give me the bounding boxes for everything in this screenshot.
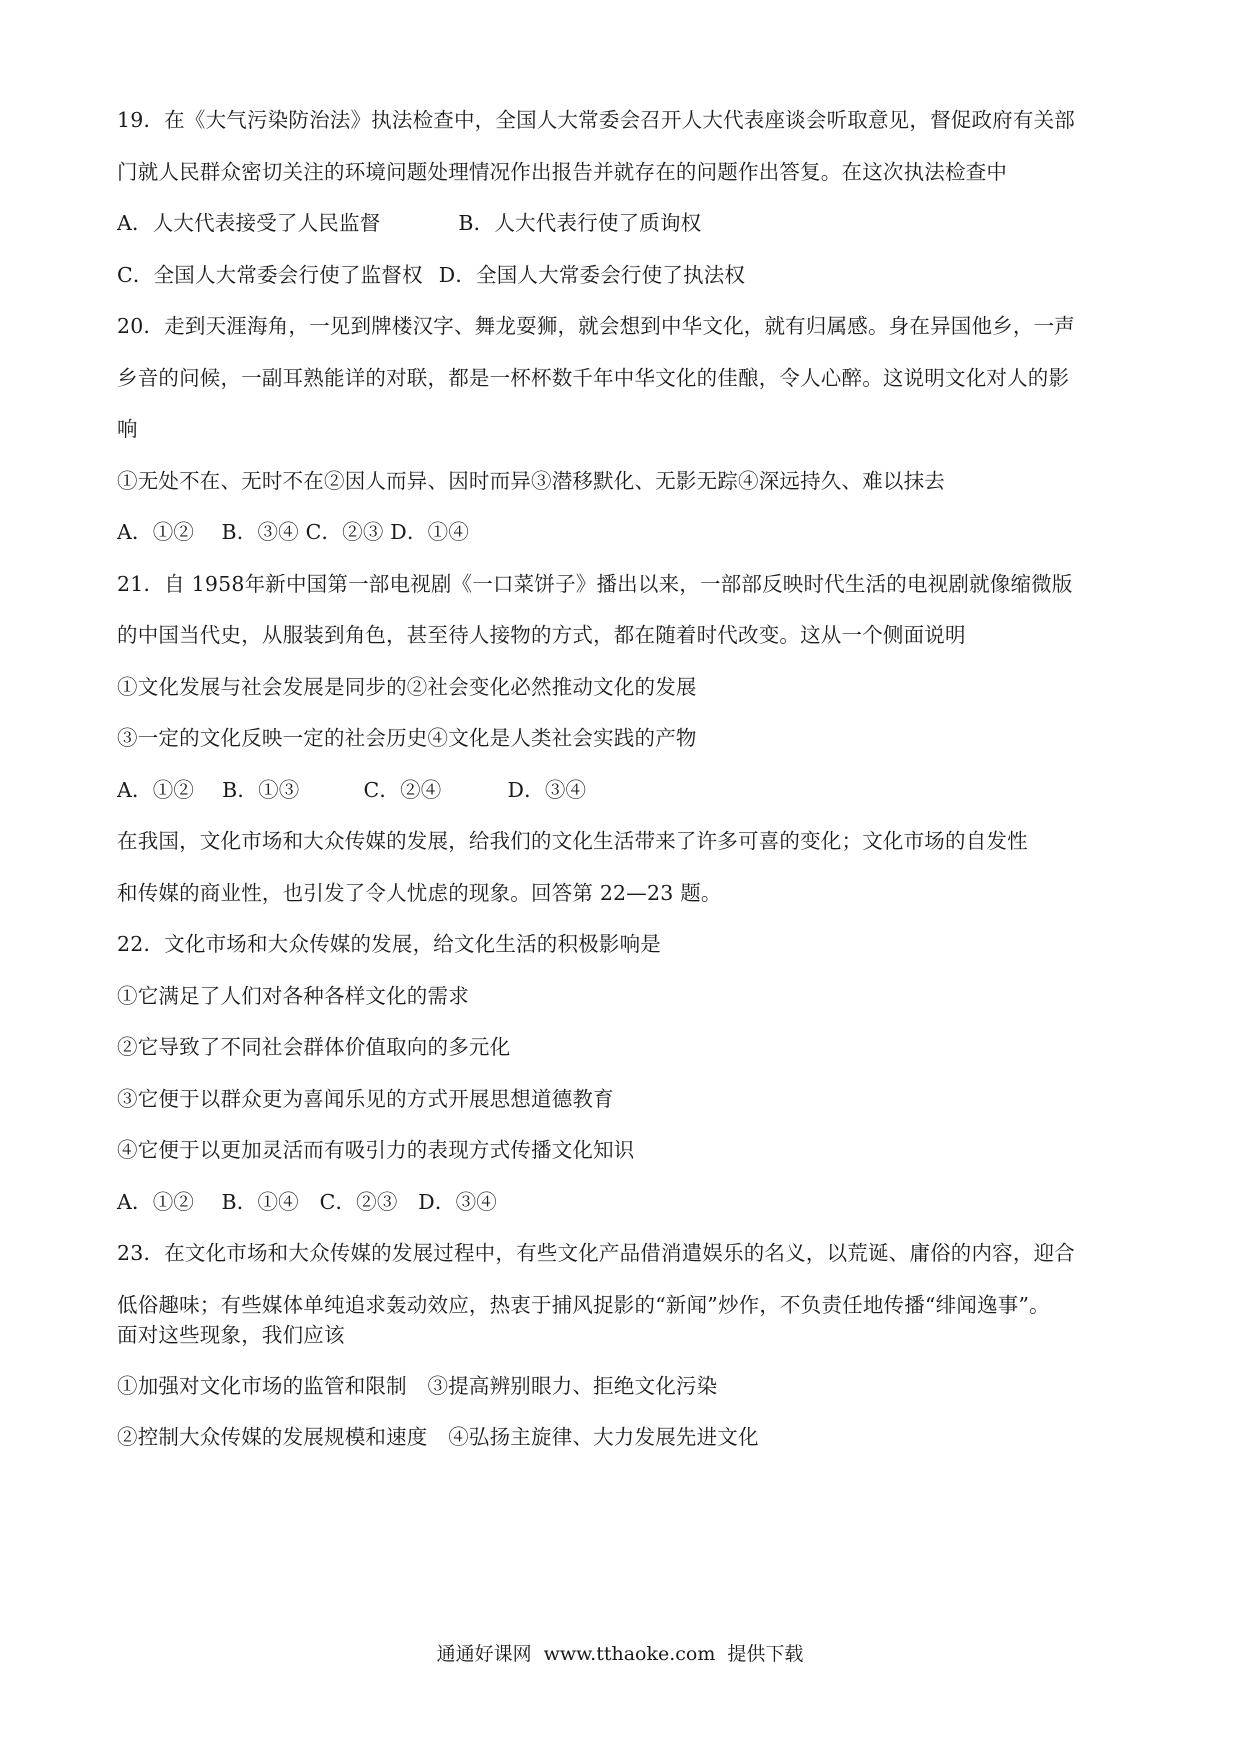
q20-stem-line-1: 20．走到天涯海角，一见到牌楼汉字、舞龙耍狮，就会想到中华文化，就有归属感。身在异国他乡，一声 xyxy=(117,314,1075,338)
footer-site-name: 通通好课网 xyxy=(436,1643,532,1665)
q22-statement-3: ③它便于以群众更为喜闻乐见的方式开展思想道德教育 xyxy=(117,1087,614,1111)
q21-options xyxy=(117,777,1130,803)
q20-stem-line-3: 响 xyxy=(117,417,138,441)
q21-statements-1-2: ①文化发展与社会发展是同步的②社会变化必然推动文化的发展 xyxy=(117,675,697,699)
q19-option-d: D．全国人大常委会行使了执法权 xyxy=(438,263,746,287)
q19-options-ab xyxy=(117,210,1130,236)
passage-line-2: 和传媒的商业性，也引发了令人忧虑的现象。回答第 22—23 题。 xyxy=(117,881,722,905)
q19-option-c: C．全国人大常委会行使了监督权 xyxy=(117,263,423,287)
q22-statement-2: ②它导致了不同社会群体价值取向的多元化 xyxy=(117,1035,511,1059)
footer-url[interactable]: www.tthaoke.com xyxy=(543,1643,716,1665)
q21-option-c: C．②④ xyxy=(363,778,442,802)
q21-stem-line-1: 21．自 1958年新中国第一部电视剧《一口菜饼子》播出以来，一部部反映时代生活的电视剧就像缩微版 xyxy=(117,572,1073,596)
q23-statements-2-4: ②控制大众传媒的发展规模和速度 ④弘扬主旋律、大力发展先进文化 xyxy=(117,1425,759,1449)
q22-statement-4: ④它便于以更加灵活而有吸引力的表现方式传播文化知识 xyxy=(117,1138,635,1162)
q21-option-b: B．①③ xyxy=(222,778,300,802)
q22-statement-1: ①它满足了人们对各种各样文化的需求 xyxy=(117,984,469,1008)
footer-note: 提供下载 xyxy=(727,1643,804,1665)
q19-option-b: B．人大代表行使了质询权 xyxy=(458,211,702,235)
q19-stem-line-2: 门就人民群众密切关注的环境问题处理情况作出报告并就存在的问题作出答复。在这次执法检查中 xyxy=(117,160,1008,184)
page-footer xyxy=(0,1642,1240,1666)
q23-statements-1-3: ①加强对文化市场的监管和限制 ③提高辨别眼力、拒绝文化污染 xyxy=(117,1374,718,1398)
q23-stem-line-2: 低俗趣味；有些媒体单纯追求轰动效应，热衷于捕风捉影的“新闻”炒作，不负责任地传播“绯闻逸事”。 xyxy=(117,1293,1050,1317)
q21-option-a: A．①② xyxy=(117,778,195,802)
q19-stem-line-1: 19．在《大气污染防治法》执法检查中，全国人大常委会召开人大代表座谈会听取意见，督促政府有关部 xyxy=(117,108,1075,132)
q19-options-cd xyxy=(117,262,1130,288)
q22-options: A．①② B．①④ C．②③ D．③④ xyxy=(117,1190,498,1214)
q20-stem-line-2: 乡音的问候，一副耳熟能详的对联，都是一杯杯数千年中华文化的佳酿，令人心醉。这说明文化对人的影 xyxy=(117,366,1070,390)
q19-option-a: A．人大代表接受了人民监督 xyxy=(117,211,381,235)
q21-option-d: D．③④ xyxy=(507,778,587,802)
q22-stem: 22．文化市场和大众传媒的发展，给文化生活的积极影响是 xyxy=(117,932,661,956)
q23-stem-line-3: 面对这些现象，我们应该 xyxy=(117,1323,345,1347)
q20-options: A．①② B．③④ C．②③ D．①④ xyxy=(117,520,470,544)
q23-stem-line-1: 23．在文化市场和大众传媒的发展过程中，有些文化产品借消遣娱乐的名义，以荒诞、庸俗的内容，迎合 xyxy=(117,1241,1075,1265)
q21-stem-line-2: 的中国当代史，从服装到角色，甚至待人接物的方式，都在随着时代改变。这从一个侧面说明 xyxy=(117,623,966,647)
passage-line-1: 在我国，文化市场和大众传媒的发展，给我们的文化生活带来了许多可喜的变化；文化市场的自发性 xyxy=(117,829,1028,853)
q21-statements-3-4: ③一定的文化反映一定的社会历史④文化是人类社会实践的产物 xyxy=(117,726,697,750)
q20-statements: ①无处不在、无时不在②因人而异、因时而异③潜移默化、无影无踪④深远持久、难以抹去 xyxy=(117,469,945,493)
